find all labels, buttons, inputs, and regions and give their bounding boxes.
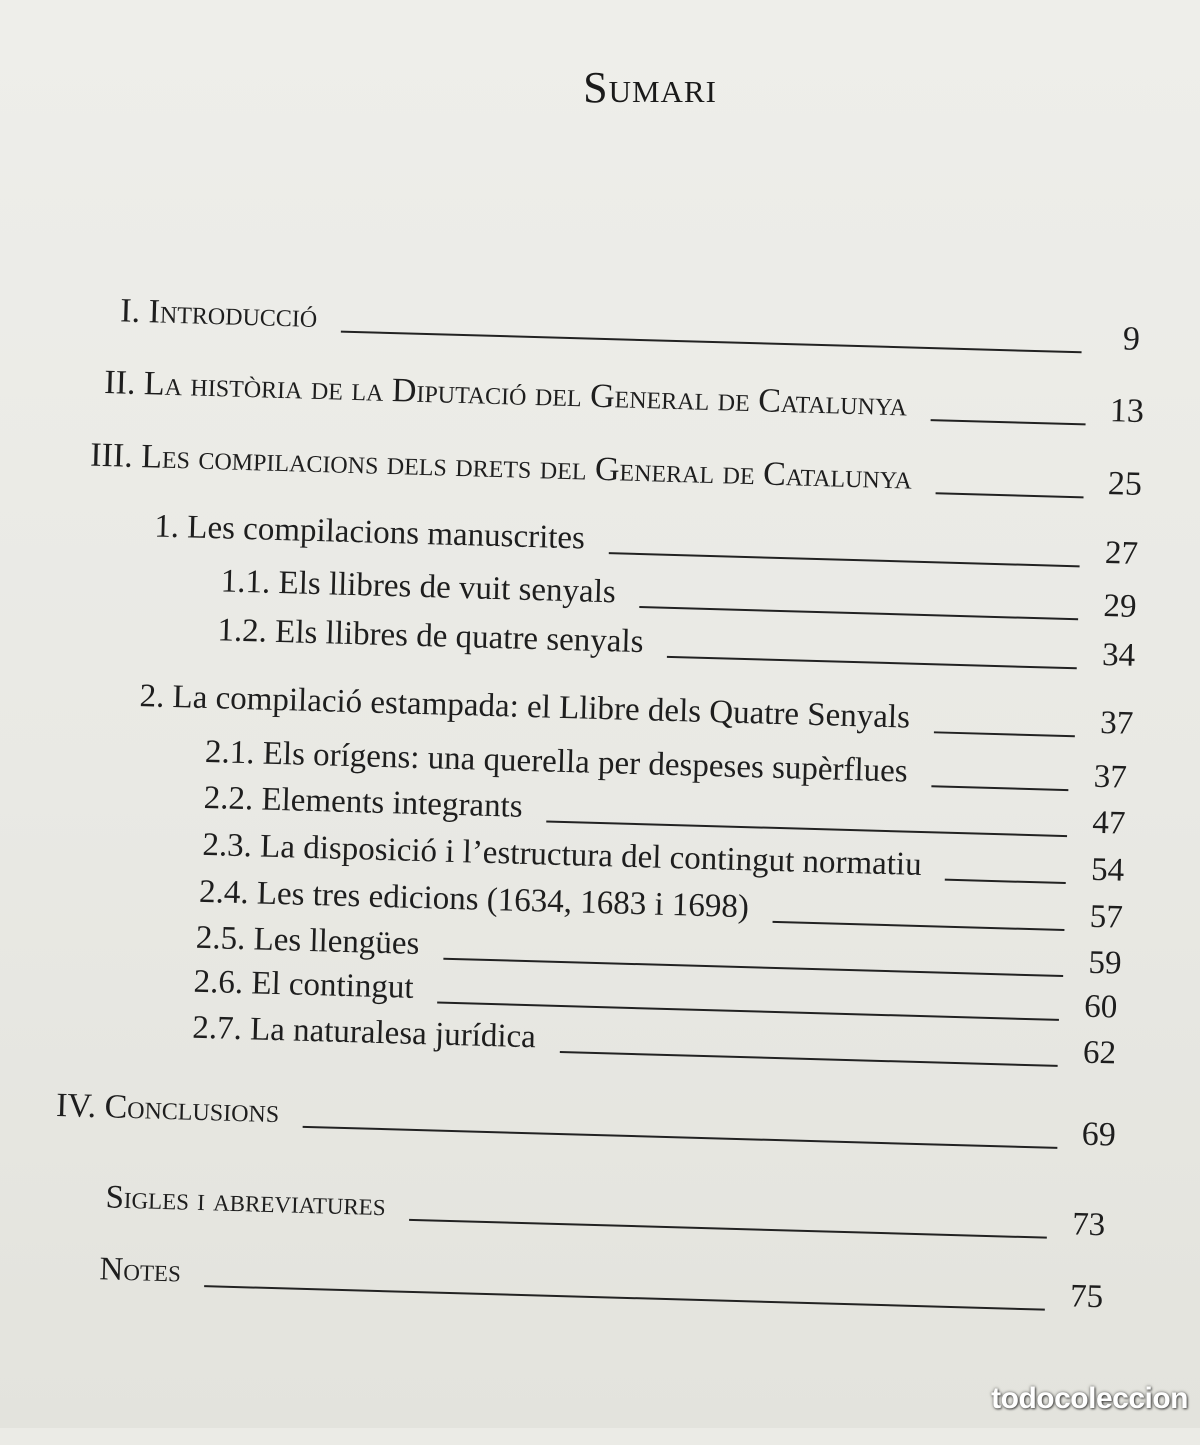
toc-entry-page: 37 (1093, 758, 1128, 796)
toc-entry-historia (104, 356, 1145, 431)
toc-entry-label: I. Introducció (119, 292, 318, 335)
toc-entry-compilacions (90, 429, 1143, 504)
toc-entry-page: 37 (1099, 704, 1134, 742)
toc-entry-label: 2.5. Les llengües (195, 919, 420, 963)
toc-entry-label: 2.3. La disposició i l’estructura del contingut normatiu (201, 826, 923, 884)
toc-entry-page: 73 (1071, 1206, 1106, 1244)
dot-leader (608, 552, 1079, 567)
toc-entry-label: 2.4. Les tres edicions (1634, 1683 i 1698) (198, 873, 750, 926)
toc-entry-page: 75 (1069, 1278, 1104, 1316)
toc-entry-page: 34 (1101, 636, 1136, 674)
toc-entry-page: 9 (1122, 320, 1141, 358)
toc-entry-notes (99, 1242, 1104, 1316)
page-title: Sumari (583, 63, 717, 112)
dot-leader (931, 785, 1068, 791)
dot-leader (934, 731, 1075, 737)
toc-entry-label: 2. La compilació estampada: el Llibre dels Quatre Senyals (139, 678, 911, 736)
dot-leader (559, 1051, 1057, 1067)
site-watermark: todocoleccion (991, 1382, 1188, 1415)
toc-entry-page: 13 (1109, 392, 1145, 431)
toc-entry-label: 1.2. Els llibres de quatre senyals (216, 612, 644, 661)
toc-entry-label: II. La història de la Diputació del General de Catalunya (103, 364, 908, 424)
toc-entry-page: 29 (1102, 588, 1137, 625)
toc-entry-label: 2.2. Elements integrants (203, 779, 524, 825)
dot-leader (935, 492, 1083, 498)
dot-leader (931, 419, 1086, 425)
toc-entry-page: 25 (1107, 465, 1143, 504)
toc-entry-page: 60 (1083, 988, 1118, 1026)
toc-entry-label: 1.1. Els llibres de vuit senyals (220, 563, 617, 611)
toc-entry-sigles (105, 1170, 1106, 1244)
toc-entry-label: 2.6. El contingut (193, 963, 415, 1006)
dot-leader (945, 879, 1066, 884)
toc-entry-label: 2.7. La naturalesa jurídica (191, 1009, 537, 1056)
toc-entry-conclusions (56, 1079, 1117, 1155)
toc-entry-label: 1. Les compilacions manuscrites (153, 508, 586, 557)
dot-leader (667, 656, 1077, 669)
toc-entry-page: 59 (1088, 944, 1123, 982)
toc-entry-page: 27 (1104, 535, 1139, 572)
toc-entry-label: Notes (99, 1251, 182, 1290)
toc-entry-label: IV. Conclusions (55, 1086, 280, 1131)
toc-entry-page: 69 (1081, 1115, 1117, 1154)
toc-entry-label: Sigles i abreviatures (105, 1179, 387, 1224)
toc-entry-page: 57 (1089, 898, 1124, 936)
dot-leader (341, 331, 1082, 354)
dot-leader (409, 1219, 1047, 1239)
dot-leader (303, 1126, 1058, 1149)
toc-entry-introduccio (120, 284, 1141, 358)
toc-entry-page: 62 (1082, 1034, 1117, 1072)
toc-entry-page: 54 (1090, 851, 1125, 889)
toc-entry-page: 47 (1091, 804, 1126, 842)
dot-leader (204, 1285, 1044, 1310)
toc-entry-label: 2.1. Els orígens: una querella per despeses supèrflues (204, 733, 909, 790)
toc-entry-label: III. Les compilacions dels drets del General de Catalunya (89, 436, 913, 497)
